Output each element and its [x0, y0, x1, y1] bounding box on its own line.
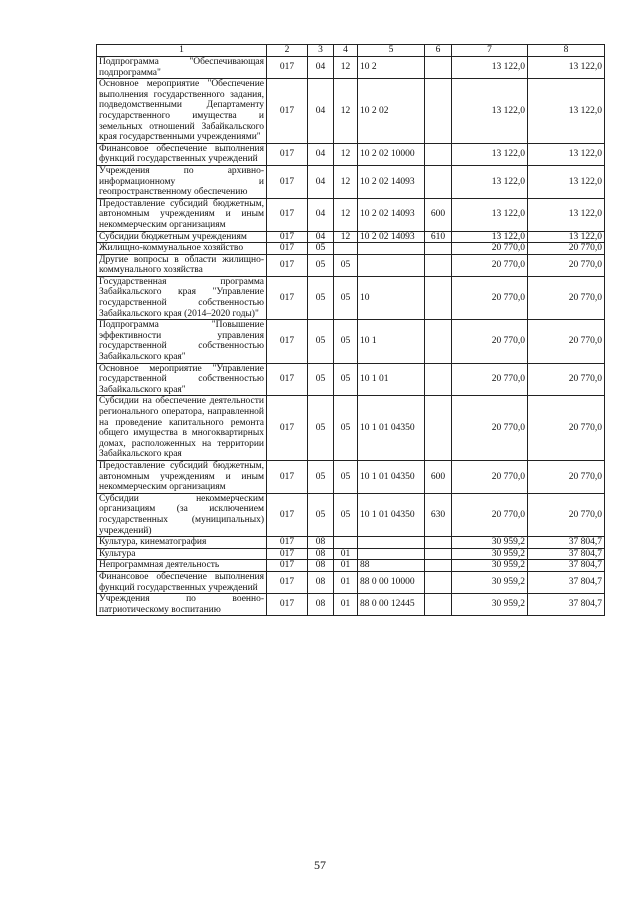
- amount-col-7: 13 122,0: [452, 143, 528, 165]
- subsection-code: 01: [334, 571, 358, 593]
- admin-code: 017: [267, 460, 308, 493]
- subsection-code: 01: [334, 560, 358, 572]
- amount-col-7: 20 770,0: [452, 320, 528, 363]
- section-code: 08: [308, 560, 334, 572]
- section-code: 05: [308, 363, 334, 396]
- table-row: [97, 363, 605, 396]
- section-code: 08: [308, 594, 334, 616]
- amount-col-8: 13 122,0: [528, 79, 605, 144]
- row-name: Субсидии на обеспечение деятельности регионального оператора, направленной на проведение капитального ремонта общего имущества в многоквартирных домах, расположенных на территории Забайкальского края: [97, 396, 267, 461]
- amount-col-8: 13 122,0: [528, 57, 605, 79]
- target-article-code: 10: [358, 276, 425, 319]
- amount-col-7: 20 770,0: [452, 276, 528, 319]
- admin-code: 017: [267, 276, 308, 319]
- admin-code: 017: [267, 165, 308, 198]
- amount-col-7: 20 770,0: [452, 254, 528, 276]
- section-code: 04: [308, 231, 334, 243]
- amount-col-7: 30 959,2: [452, 548, 528, 560]
- admin-code: 017: [267, 560, 308, 572]
- subsection-code: [334, 243, 358, 255]
- expense-type-code: [425, 320, 452, 363]
- expense-type-code: 600: [425, 460, 452, 493]
- subsection-code: 05: [334, 363, 358, 396]
- amount-col-7: 13 122,0: [452, 79, 528, 144]
- budget-table: [96, 44, 605, 616]
- admin-code: 017: [267, 320, 308, 363]
- subsection-code: 05: [334, 254, 358, 276]
- column-header: 6: [425, 45, 452, 57]
- admin-code: 017: [267, 254, 308, 276]
- amount-col-7: 13 122,0: [452, 165, 528, 198]
- row-name: Учреждения по военно-патриотическому воспитанию: [97, 594, 267, 616]
- admin-code: 017: [267, 231, 308, 243]
- section-code: 05: [308, 243, 334, 255]
- amount-col-7: 20 770,0: [452, 396, 528, 461]
- target-article-code: 10 1 01 04350: [358, 396, 425, 461]
- section-code: 04: [308, 143, 334, 165]
- row-name: Непрограммная деятельность: [97, 560, 267, 572]
- subsection-code: 01: [334, 594, 358, 616]
- target-article-code: 10 2 02 14093: [358, 231, 425, 243]
- amount-col-8: 13 122,0: [528, 165, 605, 198]
- subsection-code: 01: [334, 548, 358, 560]
- expense-type-code: [425, 537, 452, 549]
- column-header: 4: [334, 45, 358, 57]
- table-row: [97, 320, 605, 363]
- amount-col-8: 20 770,0: [528, 363, 605, 396]
- target-article-code: 10 2 02 14093: [358, 165, 425, 198]
- amount-col-7: 13 122,0: [452, 57, 528, 79]
- row-name: Субсидии некоммерческим организациям (за исключением государственных (муниципальных) учреждений): [97, 493, 267, 536]
- column-header: 1: [97, 45, 267, 57]
- table-row: [97, 79, 605, 144]
- table-row: [97, 460, 605, 493]
- subsection-code: 12: [334, 165, 358, 198]
- amount-col-8: 37 804,7: [528, 537, 605, 549]
- target-article-code: 10 1 01 04350: [358, 460, 425, 493]
- table-row: [97, 165, 605, 198]
- admin-code: 017: [267, 143, 308, 165]
- section-code: 04: [308, 198, 334, 231]
- expense-type-code: 630: [425, 493, 452, 536]
- amount-col-7: 20 770,0: [452, 493, 528, 536]
- target-article-code: 10 2 02 14093: [358, 198, 425, 231]
- row-name: Предоставление субсидий бюджетным, автономным учреждениям и иным некоммерческим организациям: [97, 460, 267, 493]
- expense-type-code: [425, 548, 452, 560]
- table-row: [97, 537, 605, 549]
- section-code: 04: [308, 79, 334, 144]
- row-name: Подпрограмма "Обеспечивающая подпрограмма": [97, 57, 267, 79]
- expense-type-code: [425, 594, 452, 616]
- target-article-code: 10 2 02 10000: [358, 143, 425, 165]
- expense-type-code: [425, 79, 452, 144]
- amount-col-7: 30 959,2: [452, 560, 528, 572]
- section-code: 08: [308, 537, 334, 549]
- row-name: Финансовое обеспечение выполнения функций государственных учреждений: [97, 143, 267, 165]
- target-article-code: 88 0 00 12445: [358, 594, 425, 616]
- section-code: 05: [308, 460, 334, 493]
- admin-code: 017: [267, 396, 308, 461]
- table-row: [97, 143, 605, 165]
- table-header-row: [97, 45, 605, 57]
- amount-col-8: 13 122,0: [528, 143, 605, 165]
- section-code: 05: [308, 254, 334, 276]
- section-code: 04: [308, 57, 334, 79]
- amount-col-7: 30 959,2: [452, 594, 528, 616]
- amount-col-8: 20 770,0: [528, 396, 605, 461]
- row-name: Государственная программа Забайкальского края "Управление государственной собственностью Забайкальского края (2014–2020 годы)": [97, 276, 267, 319]
- target-article-code: 10 1: [358, 320, 425, 363]
- target-article-code: [358, 548, 425, 560]
- expense-type-code: 610: [425, 231, 452, 243]
- amount-col-8: 37 804,7: [528, 571, 605, 593]
- section-code: 04: [308, 165, 334, 198]
- column-header: 5: [358, 45, 425, 57]
- amount-col-7: 20 770,0: [452, 243, 528, 255]
- row-name: Культура, кинематография: [97, 537, 267, 549]
- row-name: Жилищно-коммунальное хозяйство: [97, 243, 267, 255]
- row-name: Подпрограмма "Повышение эффективности управления государственной собственностью Забайкальского края": [97, 320, 267, 363]
- amount-col-8: 20 770,0: [528, 320, 605, 363]
- expense-type-code: 600: [425, 198, 452, 231]
- subsection-code: 05: [334, 460, 358, 493]
- expense-type-code: [425, 243, 452, 255]
- table-body: [97, 57, 605, 616]
- expense-type-code: [425, 57, 452, 79]
- admin-code: 017: [267, 57, 308, 79]
- amount-col-7: 30 959,2: [452, 537, 528, 549]
- amount-col-8: 37 804,7: [528, 560, 605, 572]
- subsection-code: 12: [334, 198, 358, 231]
- table-row: [97, 231, 605, 243]
- admin-code: 017: [267, 363, 308, 396]
- section-code: 05: [308, 493, 334, 536]
- admin-code: 017: [267, 493, 308, 536]
- admin-code: 017: [267, 198, 308, 231]
- table-row: [97, 493, 605, 536]
- target-article-code: [358, 537, 425, 549]
- amount-col-8: 37 804,7: [528, 594, 605, 616]
- target-article-code: 88: [358, 560, 425, 572]
- admin-code: 017: [267, 571, 308, 593]
- expense-type-code: [425, 363, 452, 396]
- amount-col-8: 13 122,0: [528, 198, 605, 231]
- amount-col-8: 20 770,0: [528, 460, 605, 493]
- row-name: Основное мероприятие "Обеспечение выполнения государственного задания, подведомственными Департаменту государственного имущества и земельных отношений Забайкальского края государственными учреждениями": [97, 79, 267, 144]
- target-article-code: [358, 254, 425, 276]
- row-name: Субсидии бюджетным учреждениям: [97, 231, 267, 243]
- table-row: [97, 198, 605, 231]
- table-row: [97, 571, 605, 593]
- row-name: Другие вопросы в области жилищно-коммунального хозяйства: [97, 254, 267, 276]
- target-article-code: 10 2: [358, 57, 425, 79]
- subsection-code: 05: [334, 276, 358, 319]
- row-name: Основное мероприятие "Управление государственной собственностью Забайкальского края": [97, 363, 267, 396]
- subsection-code: 05: [334, 396, 358, 461]
- target-article-code: 10 1 01: [358, 363, 425, 396]
- expense-type-code: [425, 143, 452, 165]
- table-row: [97, 243, 605, 255]
- expense-type-code: [425, 571, 452, 593]
- amount-col-7: 13 122,0: [452, 231, 528, 243]
- target-article-code: 10 1 01 04350: [358, 493, 425, 536]
- row-name: Культура: [97, 548, 267, 560]
- row-name: Предоставление субсидий бюджетным, автономным учреждениям и иным некоммерческим организациям: [97, 198, 267, 231]
- row-name: Финансовое обеспечение выполнения функций государственных учреждений: [97, 571, 267, 593]
- target-article-code: 10 2 02: [358, 79, 425, 144]
- section-code: 05: [308, 276, 334, 319]
- table-row: [97, 548, 605, 560]
- table-row: [97, 594, 605, 616]
- column-header: 8: [528, 45, 605, 57]
- subsection-code: 05: [334, 493, 358, 536]
- page-number: 57: [314, 858, 326, 872]
- amount-col-8: 13 122,0: [528, 231, 605, 243]
- amount-col-7: 20 770,0: [452, 363, 528, 396]
- row-name: Учреждения по архивно-информационному и геопространственному обеспечению: [97, 165, 267, 198]
- target-article-code: 88 0 00 10000: [358, 571, 425, 593]
- admin-code: 017: [267, 548, 308, 560]
- expense-type-code: [425, 276, 452, 319]
- amount-col-7: 30 959,2: [452, 571, 528, 593]
- column-header: 2: [267, 45, 308, 57]
- subsection-code: 12: [334, 231, 358, 243]
- admin-code: 017: [267, 243, 308, 255]
- section-code: 05: [308, 320, 334, 363]
- table-row: [97, 396, 605, 461]
- expense-type-code: [425, 254, 452, 276]
- amount-col-8: 20 770,0: [528, 243, 605, 255]
- amount-col-8: 20 770,0: [528, 493, 605, 536]
- table-row: [97, 276, 605, 319]
- expense-type-code: [425, 560, 452, 572]
- admin-code: 017: [267, 79, 308, 144]
- table-row: [97, 254, 605, 276]
- admin-code: 017: [267, 594, 308, 616]
- column-header: 7: [452, 45, 528, 57]
- section-code: 08: [308, 548, 334, 560]
- expense-type-code: [425, 396, 452, 461]
- table-row: [97, 57, 605, 79]
- subsection-code: 12: [334, 143, 358, 165]
- amount-col-7: 13 122,0: [452, 198, 528, 231]
- subsection-code: 12: [334, 79, 358, 144]
- amount-col-8: 20 770,0: [528, 254, 605, 276]
- section-code: 08: [308, 571, 334, 593]
- subsection-code: 05: [334, 320, 358, 363]
- admin-code: 017: [267, 537, 308, 549]
- amount-col-8: 37 804,7: [528, 548, 605, 560]
- subsection-code: 12: [334, 57, 358, 79]
- expense-type-code: [425, 165, 452, 198]
- amount-col-7: 20 770,0: [452, 460, 528, 493]
- section-code: 05: [308, 396, 334, 461]
- table-row: [97, 560, 605, 572]
- column-header: 3: [308, 45, 334, 57]
- amount-col-8: 20 770,0: [528, 276, 605, 319]
- target-article-code: [358, 243, 425, 255]
- subsection-code: [334, 537, 358, 549]
